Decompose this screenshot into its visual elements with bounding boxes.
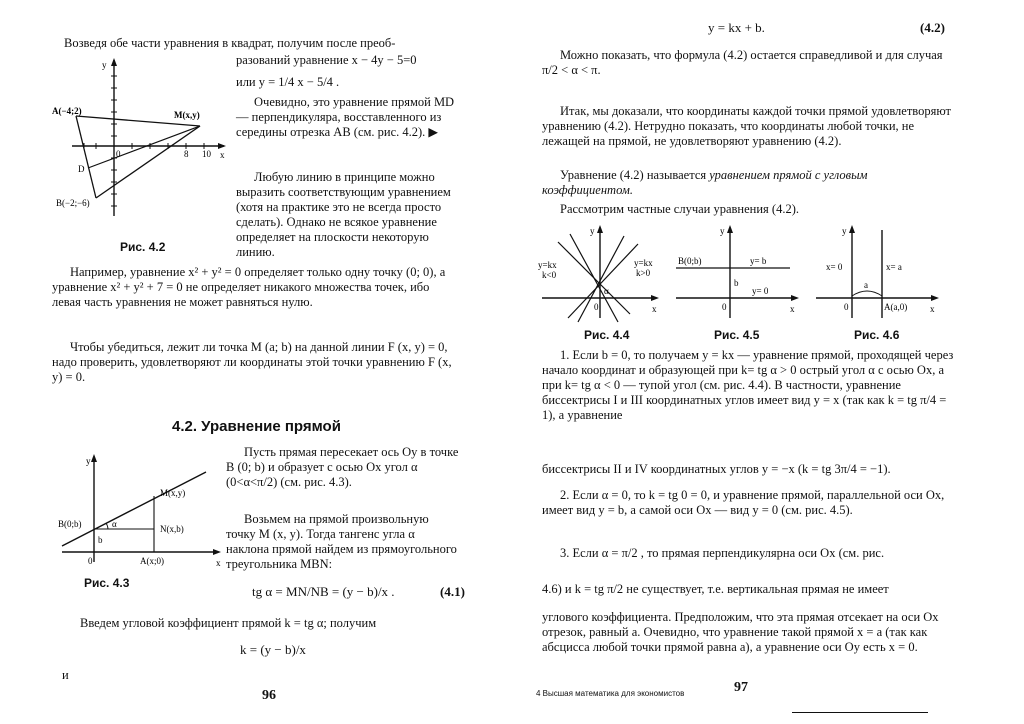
text-named-start: Уравнение (4.2) называется xyxy=(560,168,710,182)
figure-4-6 xyxy=(812,222,942,322)
text-top-line2: разований уравнение x − 4y − 5=0 xyxy=(236,53,417,67)
text-case2: 2. Если α = 0, то k = tg 0 = 0, и уравнение прямой, параллельной оси Ox, имеет вид y = b, а самой оси Ox — вид y = 0 (см. рис. 4.5). xyxy=(542,488,945,517)
equation-number-4-2: (4.2) xyxy=(920,20,945,35)
fig43-label-alpha: α xyxy=(112,519,117,529)
figure-4-5 xyxy=(672,222,802,322)
fig44-label-zero: 0 xyxy=(594,302,599,312)
figure-4-2 xyxy=(52,56,232,226)
text-take-paragraph: Возьмем на прямой произвольную точку M (x, y). Тогда тангенс угла α наклона прямой найдем из прямоугольного треугольника MBN: xyxy=(226,512,457,571)
fig43-caption: Рис. 4.3 xyxy=(84,576,130,590)
text-md-paragraph: Очевидно, это уравнение прямой MD — перпендикуляра, восставленного из середины отрезка AB (см. рис. 4.2). ▶ xyxy=(236,95,455,139)
fig44-caption: Рис. 4.4 xyxy=(584,328,630,342)
fig46-label-zero: 0 xyxy=(844,302,849,312)
fig45-label-x: x xyxy=(790,304,795,314)
fig46-label-y: y xyxy=(842,226,847,236)
fig46-segment-arc xyxy=(852,291,882,296)
text-case3-c: углового коэффициента. Предположим, что эта прямая отсекает на оси Ox отрезок, равный a. Очевидно, что уравнение такой прямой x = a (так как абсцисса любой точки прямой равна a), а уравнение оси Oy есть x = 0. xyxy=(542,610,939,654)
footer-mark: и xyxy=(62,668,69,682)
fig43-label-b-small: b xyxy=(98,535,103,545)
fig44-line-positive-2 xyxy=(578,236,624,322)
fig43-x-arrow xyxy=(213,549,221,555)
fig44-line-positive-1 xyxy=(568,244,638,318)
fig42-y-arrow xyxy=(111,58,117,66)
figure-4-4 xyxy=(538,222,662,322)
fig45-caption: Рис. 4.5 xyxy=(714,328,760,342)
fig42-label-x: x xyxy=(220,150,225,160)
footnote: 4 Высшая математика для экономистов xyxy=(536,689,685,698)
text-any-line-paragraph: Любую линию в принципе можно выразить соответствующим уравнением (хотя на практике это не всегда просто сделать). Однако не всякое уравнение определяет на плоскости некоторую линию. xyxy=(236,170,451,259)
fig43-label-b: B(0;b) xyxy=(58,519,82,529)
text-line-paragraph: Пусть прямая пересекает ось Oy в точке B (0; b) и образует с осью Ox угол α (0<α<π/2) (см. рис. 4.3). xyxy=(226,445,459,489)
text-consider: Рассмотрим частные случаи уравнения (4.2). xyxy=(560,202,799,216)
text-case3-b: 4.6) и k = tg π/2 не существует, т.е. вертикальная прямая не имеет xyxy=(542,582,889,596)
fig43-label-n: N(x,b) xyxy=(160,524,184,534)
fig45-label-b-small: b xyxy=(734,278,739,288)
fig43-line xyxy=(62,472,206,546)
text-example-paragraph: Например, уравнение x² + y² = 0 определяет только одну точку (0; 0), а уравнение x² + y² + 7 = 0 не определяет никакого множества точек, ибо левая часть уравнения не может равняться нулю. xyxy=(52,265,446,309)
k-formula: k = (y − b)/x xyxy=(240,642,306,657)
fig43-label-m: M(x,y) xyxy=(160,488,186,498)
fig46-y-arrow xyxy=(849,225,855,233)
text-case3-a: 3. Если α = π/2 , то прямая перпендикулярна оси Ox (см. рис. xyxy=(560,546,885,560)
fig45-x-arrow xyxy=(791,295,799,301)
fig44-label-y: y xyxy=(590,226,595,236)
fig44-y-arrow xyxy=(597,225,603,233)
equation-top: y = kx + b. xyxy=(708,20,765,35)
fig45-label-y: y xyxy=(720,226,725,236)
tg-formula: tg α = MN/NB = (y − b)/x . xyxy=(252,584,395,599)
fig46-label-x0: x= 0 xyxy=(826,262,843,272)
fig44-label-right: y=kx xyxy=(634,258,653,268)
equation-number-4-1: (4.1) xyxy=(440,584,465,599)
fig46-x-arrow xyxy=(931,295,939,301)
text-named-paragraph xyxy=(542,168,954,198)
fig42-x-arrow xyxy=(218,143,226,149)
fig42-label-d: D xyxy=(78,164,85,174)
fig45-label-b: B(0;b) xyxy=(678,256,702,266)
fig44-label-left2: k<0 xyxy=(542,270,557,280)
text-show-paragraph: Можно показать, что формула (4.2) остается справедливой и для случая π/2 < α < π. xyxy=(542,48,943,77)
fig43-label-a: A(x;0) xyxy=(140,556,164,566)
fig44-label-alpha: α xyxy=(604,286,609,296)
text-check-paragraph: Чтобы убедиться, лежит ли точка M (a; b) на данной линии F (x, y) = 0, надо проверить, удовлетворяют ли координаты этой точки уравнению F (x, y) = 0. xyxy=(52,340,452,384)
fig45-y-arrow xyxy=(727,225,733,233)
fig44-label-x: x xyxy=(652,304,657,314)
page-number-96: 96 xyxy=(262,688,276,703)
text-case1: 1. Если b = 0, то получаем y = kx — уравнение прямой, проходящей через начало координат и образующей при k= tg α > 0 острый угол α с осью Ox, а при k= tg α < 0 — тупой угол (см. рис. 4.4). В частности, уравнение биссектрисы I и III координатных углов имеет вид y = x (так как k = tg π/4 = 1), а уравнение xyxy=(542,348,954,422)
fig45-label-zero: 0 xyxy=(722,302,727,312)
fig42-segment-bm xyxy=(96,126,200,198)
text-introduce: Введем угловой коэффициент прямой k = tg α; получим xyxy=(80,616,377,630)
fig42-label-b: B(−2;−6) xyxy=(56,198,90,208)
page-96 xyxy=(0,0,500,724)
fig46-label-a: A(a,0) xyxy=(884,302,908,312)
text-named-italic: уравнением прямой с угловым коэффициентом. xyxy=(542,168,868,197)
text-top-line1: Возведя обе части уравнения в квадрат, получим после преоб- xyxy=(64,36,396,50)
fig43-y-arrow xyxy=(91,454,97,462)
fig43-label-y: y xyxy=(86,456,91,466)
fig42-caption: Рис. 4.2 xyxy=(120,240,166,254)
fig42-segment-md xyxy=(88,126,200,168)
fig44-x-arrow xyxy=(651,295,659,301)
fig42-label-zero: 0 xyxy=(116,149,121,159)
fig46-label-x: x xyxy=(930,304,935,314)
page-97 xyxy=(508,0,1024,724)
fig44-label-right2: k>0 xyxy=(636,268,651,278)
fig42-segment-ab xyxy=(76,116,96,198)
fig44-label-left: y=kx xyxy=(538,260,557,270)
text-top-line3: или y = 1/4 x − 5/4 . xyxy=(236,75,340,89)
fig43-label-zero: 0 xyxy=(88,556,93,566)
fig46-label-xa: x= a xyxy=(886,262,902,272)
section-title: 4.2. Уравнение прямой xyxy=(172,418,341,435)
fig42-label-y: y xyxy=(102,60,107,70)
fig46-caption: Рис. 4.6 xyxy=(854,328,900,342)
fig46-label-a-small: a xyxy=(864,280,868,290)
fig43-label-x: x xyxy=(216,558,221,568)
fig42-label-eight: 8 xyxy=(184,149,189,159)
fig42-label-m: M(x,y) xyxy=(174,110,200,120)
text-bisector2: биссектрисы II и IV координатных углов y = −x (k = tg 3π/4 = −1). xyxy=(542,462,891,476)
fig42-label-ten: 10 xyxy=(202,149,211,159)
page-number-97: 97 xyxy=(734,680,748,695)
footer-rule xyxy=(792,712,928,713)
fig45-label-eq: y= b xyxy=(750,256,767,266)
text-prove-paragraph: Итак, мы доказали, что координаты каждой точки прямой удовлетворяют уравнению (4.2). Нетрудно показать, что координаты любой точки, не лежащей на прямой, не удовлетворяют уравнению (4.2). xyxy=(542,104,952,148)
fig42-label-a: A(−4;2) xyxy=(52,106,82,116)
figure-4-3 xyxy=(56,452,228,577)
fig43-angle-arc xyxy=(106,523,108,529)
fig45-label-y0: y= 0 xyxy=(752,286,769,296)
